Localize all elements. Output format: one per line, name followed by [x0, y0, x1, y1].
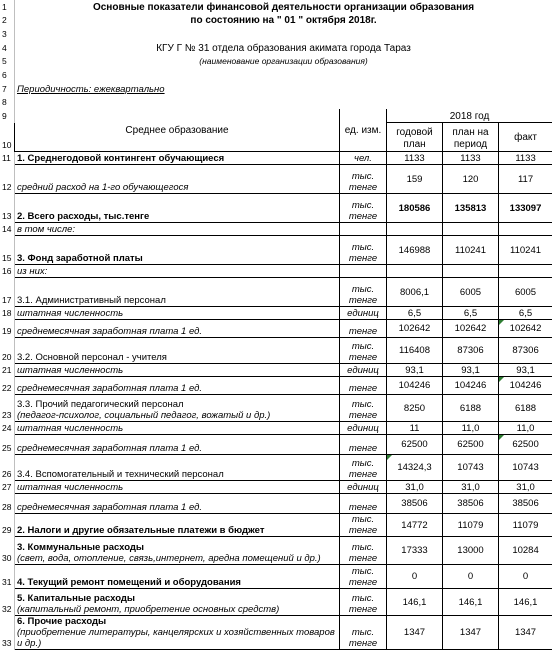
plan-period-cell[interactable]: 31,0 [443, 481, 499, 494]
plan-period-cell[interactable]: 104246 [443, 377, 499, 395]
unit-cell[interactable]: тыс. тенге [340, 338, 387, 364]
plan-year-cell[interactable]: 116408 [387, 338, 443, 364]
row-1 [1, 1, 552, 14]
unit-cell[interactable]: тыс. тенге [340, 395, 387, 422]
plan-year-cell[interactable]: 159 [387, 165, 443, 194]
plan-year-cell[interactable]: 11 [387, 422, 443, 435]
row-number[interactable]: 33 [1, 616, 15, 650]
plan-period-cell[interactable]: 0 [443, 565, 499, 589]
year-header[interactable]: 2018 год [387, 109, 552, 123]
row-number[interactable]: 10 [1, 123, 15, 152]
plan-period-cell[interactable]: 6005 [443, 278, 499, 307]
indicator-label[interactable] [15, 589, 340, 616]
row-number[interactable]: 16 [1, 265, 15, 278]
fact-cell[interactable]: 10284 [499, 537, 552, 565]
plan-period-cell[interactable]: 102642 [443, 320, 499, 338]
plan-year-cell[interactable]: 93,1 [387, 364, 443, 377]
plan-period-header[interactable]: план на период [443, 123, 499, 152]
plan-year-cell[interactable] [387, 223, 443, 236]
unit-cell[interactable]: единиц [340, 364, 387, 377]
plan-year-cell[interactable]: 14324,3 [387, 455, 443, 481]
table-row [1, 165, 552, 194]
fact-cell[interactable]: 6,5 [499, 307, 552, 320]
plan-year-cell[interactable]: 6,5 [387, 307, 443, 320]
unit-cell[interactable]: единиц [340, 422, 387, 435]
row-number[interactable]: 28 [1, 494, 15, 514]
plan-year-cell[interactable] [387, 265, 443, 278]
indicator-label[interactable]: 2. Налоги и другие обязательные платежи в бюджет [15, 514, 340, 537]
table-row [1, 422, 552, 435]
plan-period-cell[interactable]: 11079 [443, 514, 499, 537]
row-number[interactable]: 19 [1, 320, 15, 338]
fact-cell[interactable]: 87306 [499, 338, 552, 364]
table-row [1, 152, 552, 165]
indicator-title: 3.3. Прочий педагогический персонал [17, 399, 184, 410]
row-number[interactable]: 6 [1, 68, 15, 82]
unit-cell[interactable]: тыс. тенге [340, 514, 387, 537]
fact-cell[interactable]: 104246 [499, 377, 552, 395]
row-number[interactable]: 32 [1, 589, 15, 616]
table-row [1, 481, 552, 494]
indicator-label[interactable]: 4. Текущий ремонт помещений и оборудования [15, 565, 340, 589]
fact-cell[interactable]: 110241 [499, 236, 552, 265]
row-number[interactable]: 18 [1, 307, 15, 320]
table-row [1, 589, 552, 616]
indicator-label[interactable]: 2. Всего расходы, тыс.тенге [15, 194, 340, 223]
row-number[interactable]: 15 [1, 236, 15, 265]
row-number[interactable]: 8 [1, 96, 15, 109]
fact-cell[interactable] [499, 223, 552, 236]
indicator-label[interactable]: среднемесячная заработная плата 1 ед. [15, 494, 340, 514]
unit-cell[interactable]: тыс. тенге [340, 194, 387, 223]
unit-cell[interactable] [340, 223, 387, 236]
row-8 [1, 96, 552, 109]
table-row [1, 616, 552, 650]
indicator-label[interactable]: 3. Фонд заработной платы [15, 236, 340, 265]
plan-period-cell[interactable]: 87306 [443, 338, 499, 364]
unit-cell[interactable]: тенге [340, 320, 387, 338]
unit-cell[interactable]: тыс. тенге [340, 236, 387, 265]
indicator-label[interactable]: штатная численность [15, 364, 340, 377]
unit-cell[interactable]: тыс. тенге [340, 589, 387, 616]
table-row [1, 455, 552, 481]
table-row [1, 377, 552, 395]
row-number[interactable]: 24 [1, 422, 15, 435]
empty-cell[interactable] [15, 96, 552, 109]
report-date[interactable]: по состоянию на " 01 " октября 2018г. [190, 15, 377, 26]
table-row [1, 223, 552, 236]
row-number[interactable]: 25 [1, 435, 15, 455]
unit-cell[interactable]: единиц [340, 307, 387, 320]
row-number[interactable]: 4 [1, 41, 15, 55]
indicator-label[interactable]: штатная численность [15, 422, 340, 435]
fact-cell[interactable]: 10743 [499, 455, 552, 481]
unit-cell[interactable]: единиц [340, 481, 387, 494]
indicator-label[interactable]: 3.4. Вспомогательный и технический персонал [15, 455, 340, 481]
indicator-subtitle: (приобретение литературы, канцелярских и хозяйственных товаров и др.) [17, 627, 335, 649]
indicator-subtitle: (педагог-психолог, социальный педагог, вожатый и др.) [17, 410, 271, 421]
unit-cell[interactable] [340, 265, 387, 278]
table-row [1, 494, 552, 514]
plan-period-cell[interactable]: 120 [443, 165, 499, 194]
row-number[interactable]: 21 [1, 364, 15, 377]
row-3 [1, 27, 552, 41]
row-number[interactable]: 14 [1, 223, 15, 236]
table-row [1, 265, 552, 278]
plan-period-cell[interactable]: 146,1 [443, 589, 499, 616]
indicator-title: 5. Капитальные расходы [17, 593, 136, 604]
indicator-label[interactable] [15, 395, 340, 422]
unit-cell[interactable]: тыс. тенге [340, 278, 387, 307]
empty-cell[interactable] [15, 68, 552, 82]
plan-year-cell[interactable]: 8250 [387, 395, 443, 422]
plan-year-header[interactable]: годовой план [387, 123, 443, 152]
unit-cell[interactable]: тыс. тенге [340, 616, 387, 650]
row-number[interactable]: 12 [1, 165, 15, 194]
plan-period-cell[interactable]: 10743 [443, 455, 499, 481]
fact-cell[interactable]: 31,0 [499, 481, 552, 494]
table-row [1, 364, 552, 377]
table-row [1, 307, 552, 320]
unit-cell[interactable]: тыс. тенге [340, 455, 387, 481]
fact-cell[interactable] [499, 265, 552, 278]
row-number[interactable]: 27 [1, 481, 15, 494]
row-number[interactable]: 9 [1, 109, 15, 123]
row-number[interactable]: 5 [1, 55, 15, 68]
indicator-label[interactable] [15, 537, 340, 565]
fact-cell[interactable]: 102642 [499, 320, 552, 338]
fact-cell[interactable]: 6005 [499, 278, 552, 307]
indicator-label[interactable]: среднемесячная заработная плата 1 ед. [15, 320, 340, 338]
row-number[interactable]: 13 [1, 194, 15, 223]
plan-period-cell[interactable]: 93,1 [443, 364, 499, 377]
table-row [1, 338, 552, 364]
row-2 [1, 14, 552, 27]
plan-period-cell[interactable] [443, 265, 499, 278]
section-header[interactable]: Среднее образование [15, 109, 340, 152]
indicator-label[interactable]: 1. Среднегодовой контингент обучающиеся [15, 152, 340, 165]
indicator-subtitle: (свет, вода, отопление, связь,интернет, аредна помещений и др.) [17, 553, 321, 564]
plan-year-cell[interactable]: 1133 [387, 152, 443, 165]
unit-cell[interactable]: тыс. тенге [340, 165, 387, 194]
plan-period-cell[interactable]: 1347 [443, 616, 499, 650]
row-number[interactable]: 7 [1, 82, 15, 96]
plan-period-cell[interactable]: 38506 [443, 494, 499, 514]
unit-header[interactable]: ед. изм. [340, 109, 387, 152]
unit-cell[interactable]: тенге [340, 494, 387, 514]
plan-year-cell[interactable]: 102642 [387, 320, 443, 338]
indicator-label[interactable]: из них: [15, 265, 340, 278]
plan-period-cell[interactable]: 13000 [443, 537, 499, 565]
fact-header[interactable]: факт [499, 123, 552, 152]
table-row [1, 537, 552, 565]
row-number[interactable]: 20 [1, 338, 15, 364]
fact-cell[interactable]: 11,0 [499, 422, 552, 435]
fact-cell[interactable]: 1347 [499, 616, 552, 650]
plan-year-cell[interactable]: 104246 [387, 377, 443, 395]
unit-cell[interactable]: тенге [340, 435, 387, 455]
unit-cell[interactable]: тыс. тенге [340, 537, 387, 565]
plan-year-cell[interactable]: 14772 [387, 514, 443, 537]
row-7 [1, 82, 552, 96]
unit-cell[interactable]: тенге [340, 377, 387, 395]
row-number[interactable]: 17 [1, 278, 15, 307]
indicator-label[interactable]: среднемесячная заработная плата 1 ед. [15, 377, 340, 395]
row-number[interactable]: 2 [1, 14, 15, 27]
indicator-label[interactable]: средний расход на 1-го обучающегося [15, 165, 340, 194]
plan-year-cell[interactable]: 1347 [387, 616, 443, 650]
row-6 [1, 68, 552, 82]
table-row [1, 395, 552, 422]
empty-cell[interactable] [15, 27, 552, 41]
unit-cell[interactable]: тыс. тенге [340, 565, 387, 589]
plan-year-cell[interactable]: 146988 [387, 236, 443, 265]
plan-period-cell[interactable] [443, 223, 499, 236]
fact-cell[interactable]: 0 [499, 565, 552, 589]
indicator-subtitle: (капитальный ремонт, приобретение основных средств) [17, 604, 280, 615]
row-number[interactable]: 31 [1, 565, 15, 589]
indicator-title: 6. Прочие расходы [17, 616, 107, 627]
row-9 [1, 109, 552, 123]
fact-cell[interactable]: 62500 [499, 435, 552, 455]
table-row [1, 565, 552, 589]
fact-cell[interactable]: 93,1 [499, 364, 552, 377]
table-row [1, 194, 552, 223]
plan-period-cell[interactable]: 135813 [443, 194, 499, 223]
fact-cell[interactable]: 38506 [499, 494, 552, 514]
plan-period-cell[interactable]: 6,5 [443, 307, 499, 320]
row-number[interactable]: 3 [1, 27, 15, 41]
row-number[interactable]: 11 [1, 152, 15, 165]
indicator-label[interactable]: 3.1. Административный персонал [15, 278, 340, 307]
row-4 [1, 41, 552, 55]
plan-period-cell[interactable]: 62500 [443, 435, 499, 455]
periodicity[interactable]: Периодичность: ежеквартально [17, 84, 165, 95]
fact-cell[interactable]: 1133 [499, 152, 552, 165]
table-row [1, 435, 552, 455]
row-number[interactable]: 29 [1, 514, 15, 537]
fact-cell[interactable]: 133097 [499, 194, 552, 223]
table-row [1, 514, 552, 537]
table-row [1, 320, 552, 338]
plan-year-cell[interactable]: 0 [387, 565, 443, 589]
indicator-label[interactable]: среднемесячная заработная плата 1 ед. [15, 435, 340, 455]
row-number[interactable]: 23 [1, 395, 15, 422]
plan-year-cell[interactable]: 180586 [387, 194, 443, 223]
plan-year-cell[interactable]: 62500 [387, 435, 443, 455]
plan-year-cell[interactable]: 17333 [387, 537, 443, 565]
indicator-title: 3. Коммунальные расходы [17, 542, 145, 553]
table-row [1, 236, 552, 265]
plan-period-cell[interactable]: 11,0 [443, 422, 499, 435]
indicator-label[interactable] [15, 616, 340, 650]
row-5 [1, 55, 552, 68]
plan-year-cell[interactable]: 146,1 [387, 589, 443, 616]
plan-year-cell[interactable]: 8006,1 [387, 278, 443, 307]
report-title[interactable]: Основные показатели финансовой деятельности организации образования [92, 2, 475, 13]
table-row [1, 278, 552, 307]
row-number[interactable]: 1 [1, 1, 15, 14]
row-number[interactable]: 26 [1, 455, 15, 481]
org-caption[interactable]: (наименование организации образования) [199, 56, 368, 66]
row-number[interactable]: 30 [1, 537, 15, 565]
plan-period-cell[interactable]: 6188 [443, 395, 499, 422]
indicator-label[interactable]: 3.2. Основной персонал - учителя [15, 338, 340, 364]
plan-period-cell[interactable]: 1133 [443, 152, 499, 165]
row-number[interactable]: 22 [1, 377, 15, 395]
indicator-label[interactable]: штатная численность [15, 481, 340, 494]
indicator-label[interactable]: в том числе: [15, 223, 340, 236]
fact-cell[interactable]: 11079 [499, 514, 552, 537]
unit-cell[interactable]: чел. [340, 152, 387, 165]
plan-period-cell[interactable]: 110241 [443, 236, 499, 265]
fact-cell[interactable]: 6188 [499, 395, 552, 422]
plan-year-cell[interactable]: 31,0 [387, 481, 443, 494]
fact-cell[interactable]: 117 [499, 165, 552, 194]
indicator-label[interactable]: штатная численность [15, 307, 340, 320]
org-name[interactable]: КГУ Г № 31 отдела образования акимата города Тараз [156, 43, 411, 54]
fact-cell[interactable]: 146,1 [499, 589, 552, 616]
plan-year-cell[interactable]: 38506 [387, 494, 443, 514]
